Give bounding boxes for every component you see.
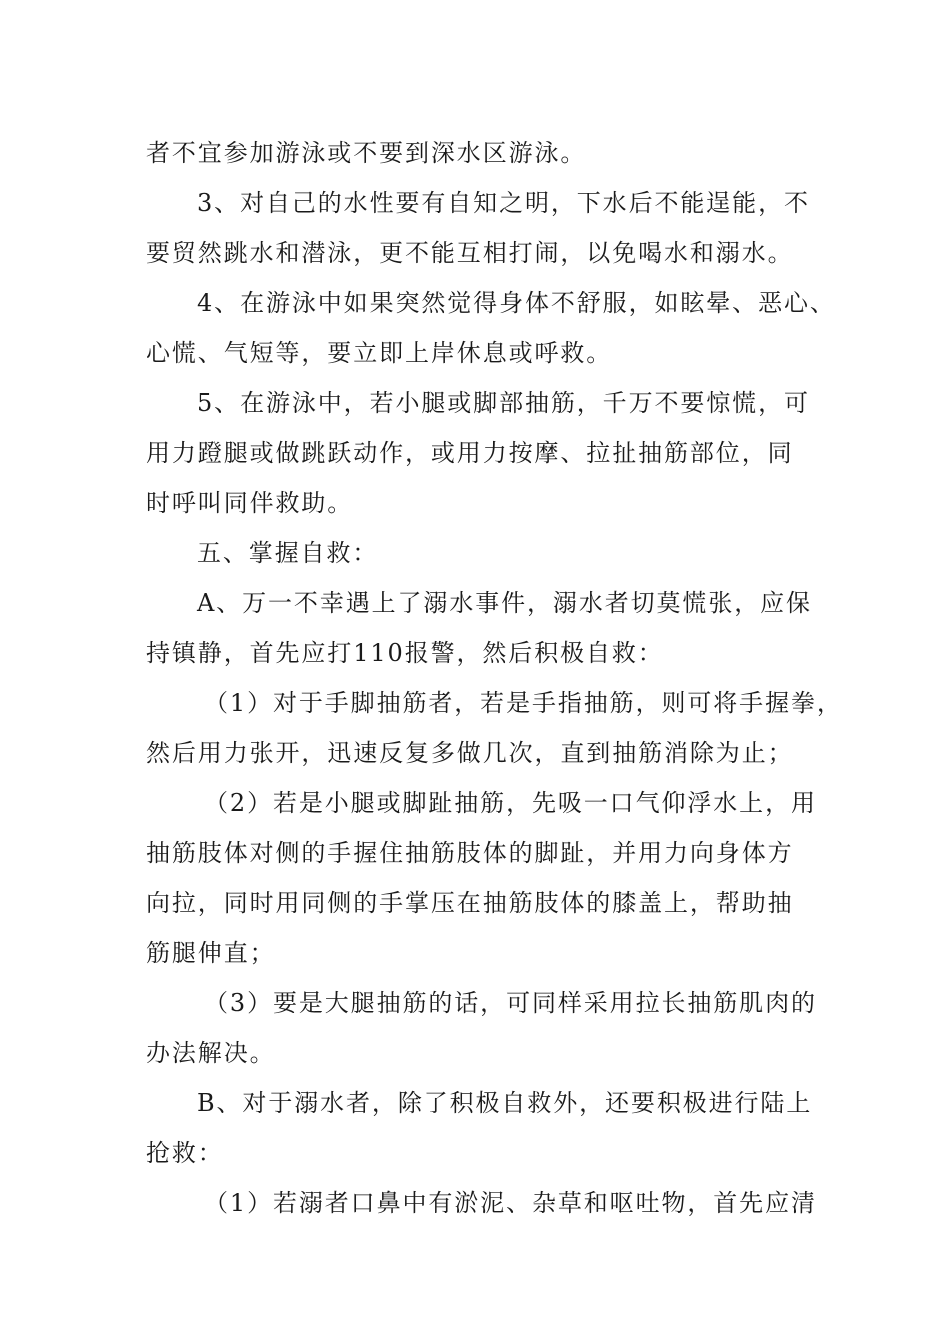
text-line: 3、对自己的水性要有自知之明，下水后不能逞能，不 [197, 189, 810, 217]
text-line: 抽筋肢体对侧的手握住抽筋肢体的脚趾，并用力向身体方 [146, 839, 794, 867]
text-line: （3）要是大腿抽筋的话，可同样采用拉长抽筋肌肉的 [204, 989, 817, 1017]
text-line: 者不宜参加游泳或不要到深水区游泳。 [146, 139, 587, 167]
text-line: 然后用力张开，迅速反复多做几次，直到抽筋消除为止； [146, 739, 794, 767]
section-heading: 五、掌握自救： [197, 539, 379, 567]
text-line: 心慌、气短等，要立即上岸休息或呼救。 [146, 339, 613, 367]
text-line: 抢救： [146, 1139, 224, 1167]
text-line: 5、在游泳中，若小腿或脚部抽筋，千万不要惊慌，可 [197, 389, 810, 417]
text-line: A、万一不幸遇上了溺水事件，溺水者切莫慌张，应保 [197, 589, 812, 617]
text-line: 时呼叫同伴救助。 [146, 489, 354, 517]
text-line: （1）若溺者口鼻中有淤泥、杂草和呕吐物，首先应清 [204, 1189, 817, 1217]
text-line: 筋腿伸直； [146, 939, 276, 967]
text-line: 要贸然跳水和潜泳，更不能互相打闹，以免喝水和溺水。 [146, 239, 794, 267]
text-line: 持镇静，首先应打110报警，然后积极自救： [146, 639, 664, 667]
text-line: 办法解决。 [146, 1039, 276, 1067]
text-line: （2）若是小腿或脚趾抽筋，先吸一口气仰浮水上，用 [204, 789, 817, 817]
text-line: B、对于溺水者，除了积极自救外，还要积极进行陆上 [197, 1089, 813, 1117]
text-line: （1）对于手脚抽筋者，若是手指抽筋，则可将手握拳， [204, 689, 843, 717]
body-text [146, 128, 843, 1228]
text-line: 用力蹬腿或做跳跃动作，或用力按摩、拉扯抽筋部位，同 [146, 439, 794, 467]
text-line: 向拉，同时用同侧的手掌压在抽筋肢体的膝盖上，帮助抽 [146, 889, 794, 917]
text-line: 4、在游泳中如果突然觉得身体不舒服，如眩晕、恶心、 [197, 289, 836, 317]
